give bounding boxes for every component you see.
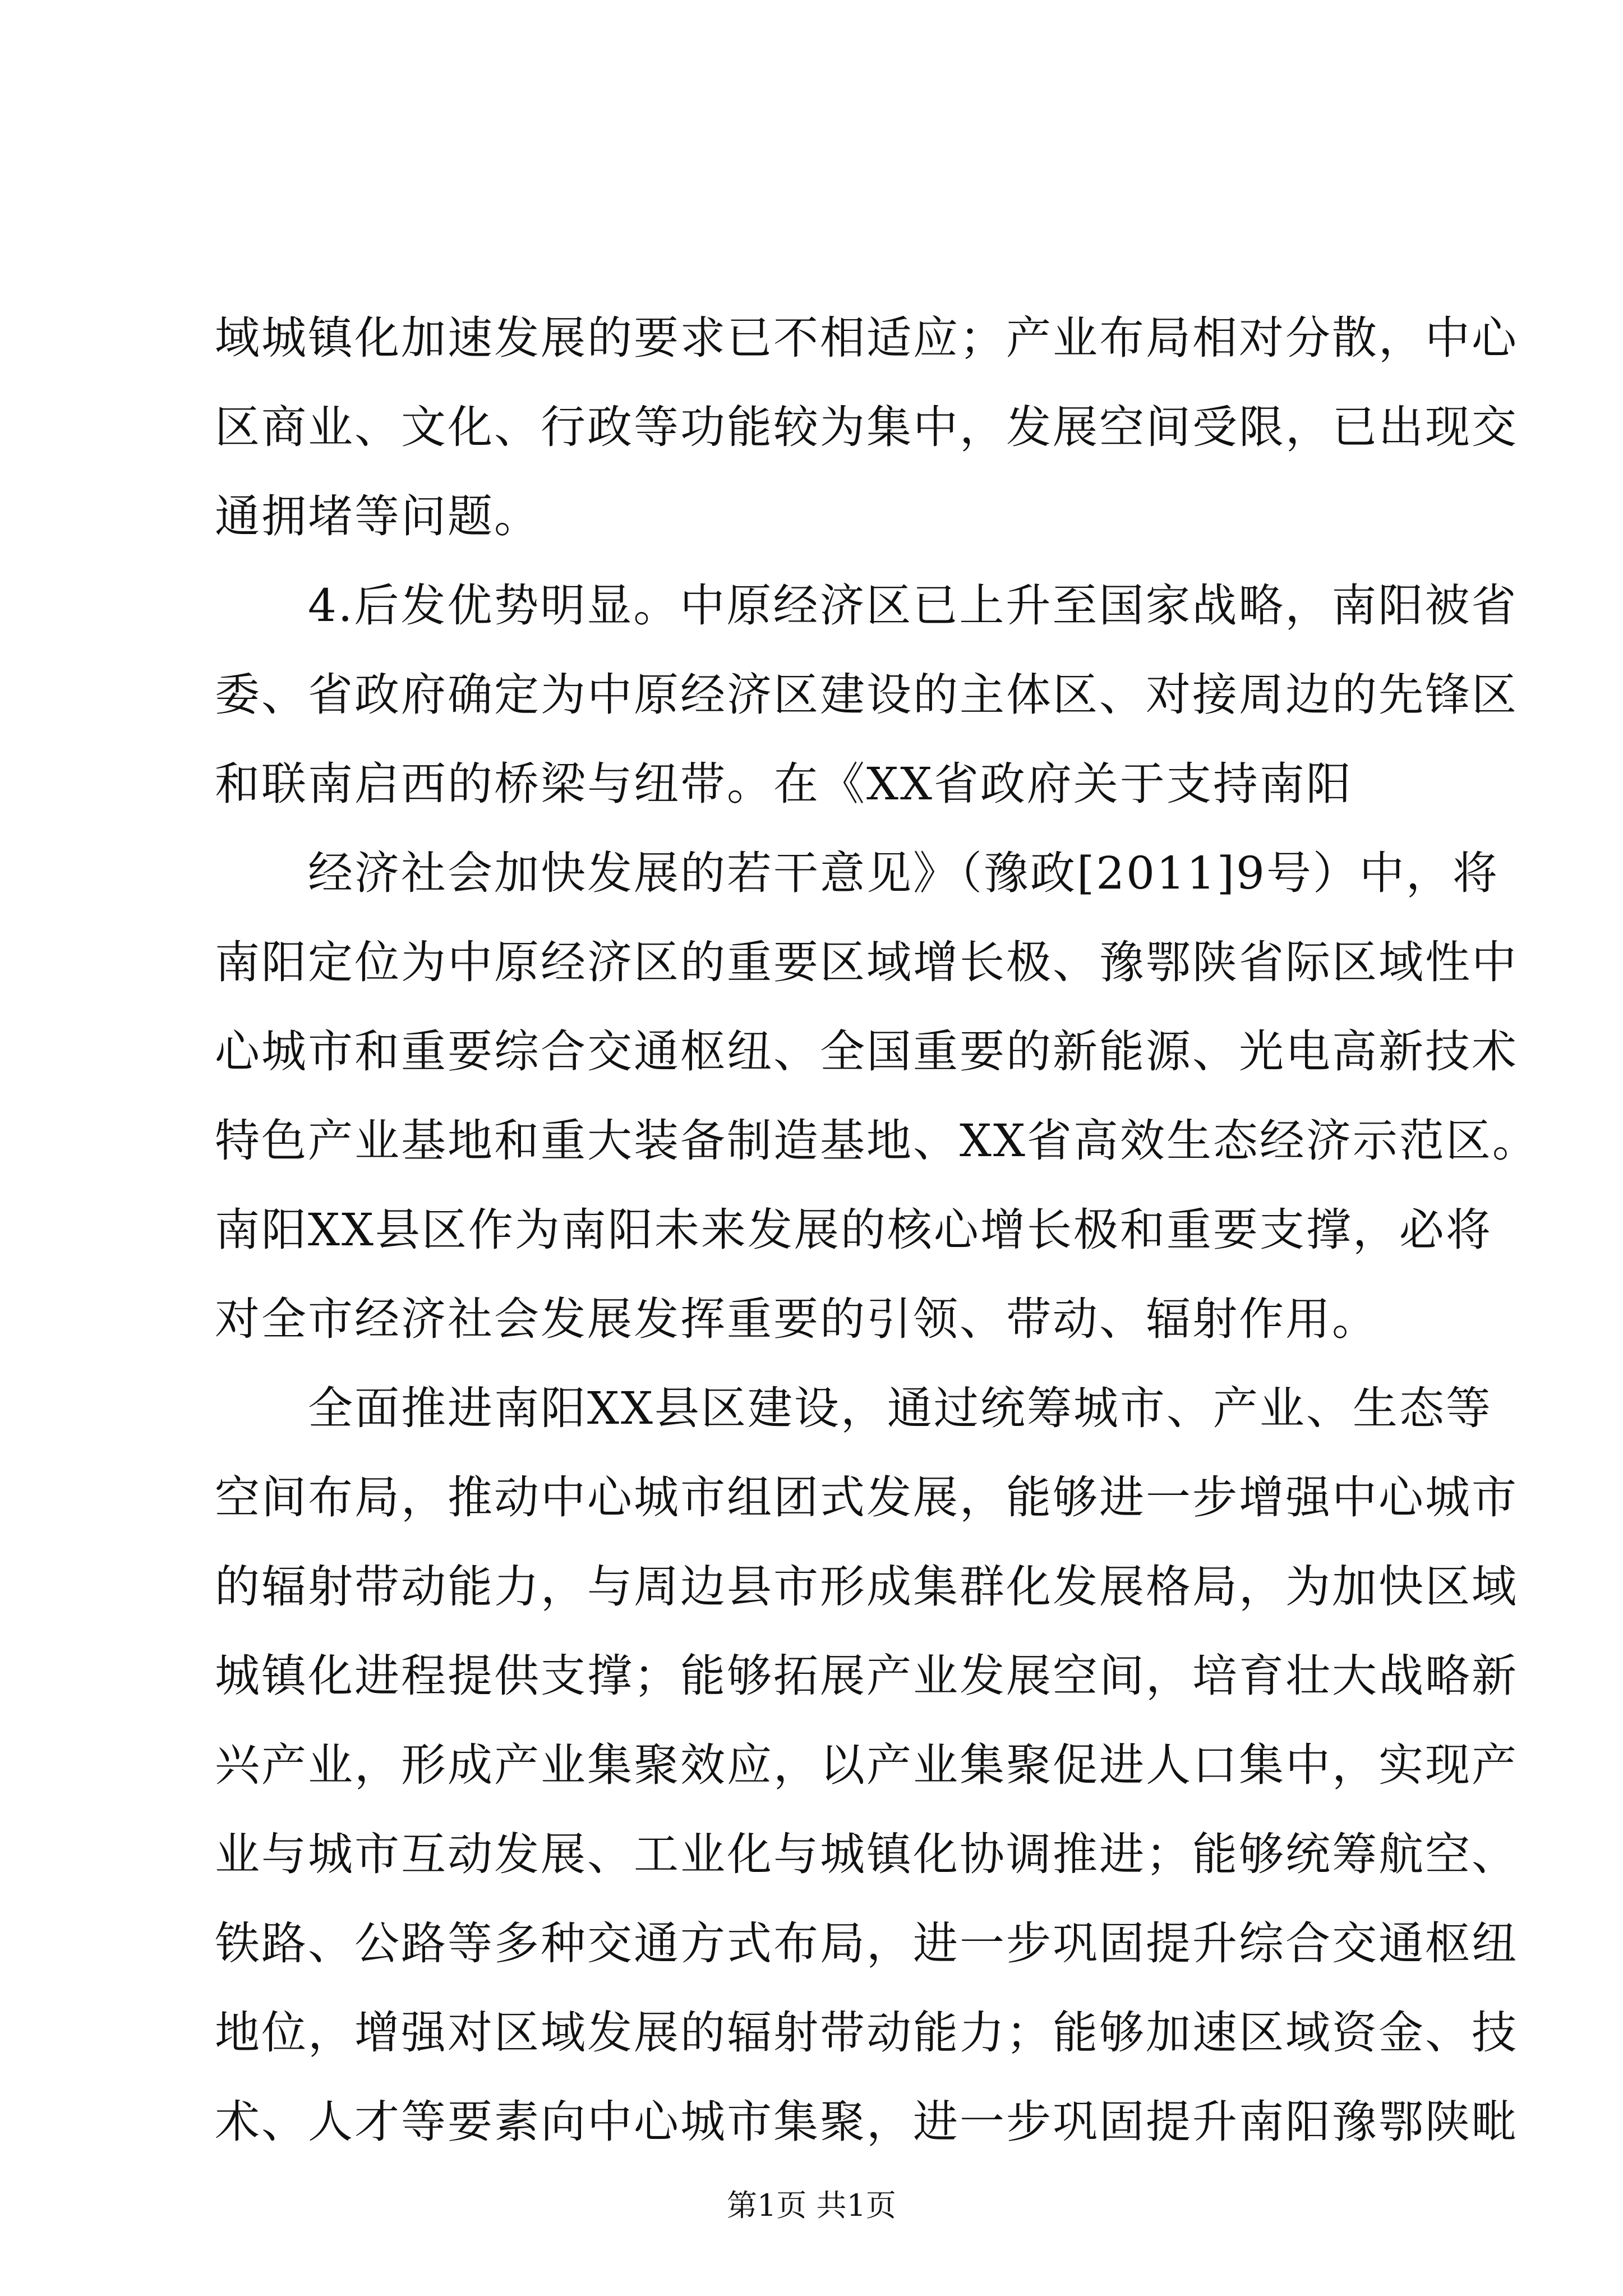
- text-line: 委、省政府确定为中原经济区建设的主体区、对接周边的先锋区: [215, 669, 1518, 721]
- text-line: 业与城市互动发展、工业化与城镇化协调推进；能够统筹航空、: [215, 1828, 1518, 1880]
- text-line: 心城市和重要综合交通枢纽、全国重要的新能源、光电高新技术: [215, 1025, 1518, 1078]
- text-line: 南阳定位为中原经济区的重要区域增长极、豫鄂陕省际区域性中: [215, 936, 1518, 988]
- text-line: 铁路、公路等多种交通方式布局，进一步巩固提升综合交通枢纽: [215, 1917, 1518, 1970]
- text-line: 全面推进南阳XX县区建设，通过统筹城市、产业、生态等: [215, 1382, 1492, 1434]
- page-footer: 第1页 共1页: [727, 2188, 896, 2223]
- text-line: 和联南启西的桥梁与纽带。在《XX省政府关于支持南阳: [215, 758, 1353, 810]
- text-line: 南阳XX县区作为南阳未来发展的核心增长极和重要支撑，必将: [215, 1204, 1492, 1256]
- text-line: 对全市经济社会发展发挥重要的引领、带动、辐射作用。: [215, 1293, 1378, 1345]
- text-line: 特色产业基地和重大装备制造基地、XX省高效生态经济示范区。: [215, 1115, 1539, 1167]
- text-line: 4.后发优势明显。中原经济区已上升至国家战略，南阳被省: [215, 579, 1518, 632]
- text-line: 域城镇化加速发展的要求已不相适应；产业布局相对分散，中心: [215, 312, 1518, 364]
- text-line: 城镇化进程提供支撑；能够拓展产业发展空间，培育壮大战略新: [215, 1650, 1518, 1702]
- text-line: 空间布局，推动中心城市组团式发展，能够进一步增强中心城市: [215, 1471, 1518, 1524]
- text-line: 经济社会加快发展的若干意见》（豫政[2011]9号）中，将: [215, 847, 1499, 899]
- text-line: 区商业、文化、行政等功能较为集中，发展空间受限，已出现交: [215, 401, 1518, 453]
- text-line: 术、人才等要素向中心城市集聚，进一步巩固提升南阳豫鄂陕毗: [215, 2096, 1518, 2148]
- text-line: 兴产业，形成产业集聚效应，以产业集聚促进人口集中，实现产: [215, 1739, 1518, 1791]
- text-line: 地位，增强对区域发展的辐射带动能力；能够加速区域资金、技: [215, 2007, 1518, 2059]
- text-line: 通拥堵等问题。: [215, 490, 541, 542]
- text-line: 的辐射带动能力，与周边县市形成集群化发展格局，为加快区域: [215, 1561, 1518, 1613]
